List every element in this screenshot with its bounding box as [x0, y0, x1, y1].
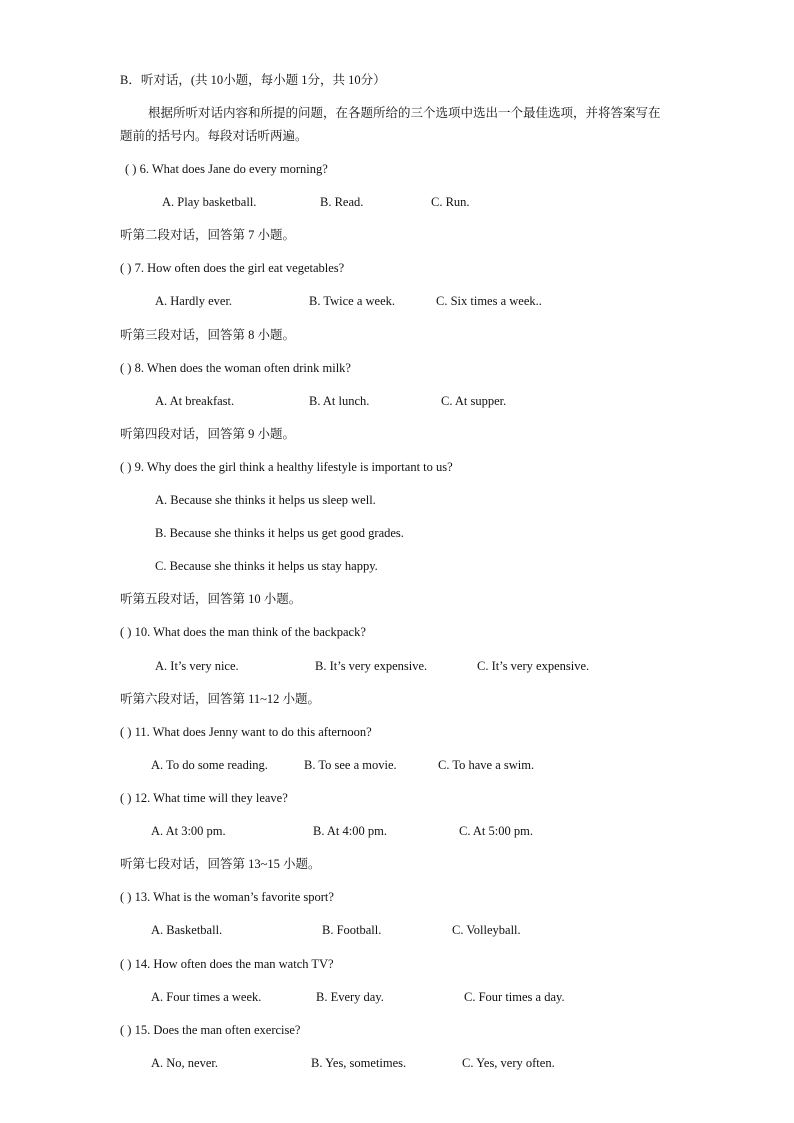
question-14: ( ) 14. How often does the man watch TV?: [120, 957, 334, 971]
question-9-option-a: A. Because she thinks it helps us sleep well.: [155, 493, 376, 507]
question-8: ( ) 8. When does the woman often drink milk?: [120, 361, 351, 375]
question-7-option-a: A. Hardly ever.: [155, 294, 233, 308]
question-9-option-c: C. Because she thinks it helps us stay happy.: [155, 559, 378, 573]
question-6-option-a: A. Play basketball.: [162, 195, 257, 209]
question-9: ( ) 9. Why does the girl think a healthy lifestyle is important to us?: [120, 460, 453, 474]
question-10-option-c: C. It’s very expensive.: [477, 659, 590, 673]
question-11-option-a: A. To do some reading.: [151, 758, 268, 772]
dialogue-intro-5: 听第五段对话，回答第 10 小题。: [120, 592, 302, 606]
dialogue-intro-4: 听第四段对话，回答第 9 小题。: [120, 427, 296, 441]
question-15-option-a: A. No, never.: [151, 1056, 218, 1070]
dialogue-intro-6: 听第六段对话，回答第 11~12 小题。: [120, 692, 321, 706]
question-12: ( ) 12. What time will they leave?: [120, 791, 288, 805]
question-15-option-b: B. Yes, sometimes.: [311, 1056, 407, 1070]
dialogue-intro-3: 听第三段对话，回答第 8 小题。: [120, 328, 296, 342]
question-13-option-c: C. Volleyball.: [452, 923, 521, 937]
question-7-option-c: C. Six times a week..: [436, 294, 542, 308]
question-8-option-b: B. At lunch.: [309, 394, 370, 408]
question-10-option-a: A. It’s very nice.: [155, 659, 239, 673]
question-13-option-b: B. Football.: [322, 923, 382, 937]
instructions-line-1: 根据所听对话内容和所提的问题，在各题所给的三个选项中选出一个最佳选项，并将答案写在: [148, 106, 661, 120]
question-6-option-b: B. Read.: [320, 195, 364, 209]
question-15: ( ) 15. Does the man often exercise?: [120, 1023, 301, 1037]
question-11-option-c: C. To have a swim.: [438, 758, 535, 772]
question-8-option-c: C. At supper.: [441, 394, 507, 408]
question-9-option-b: B. Because she thinks it helps us get good grades.: [155, 526, 404, 540]
question-12-option-a: A. At 3:00 pm.: [151, 824, 226, 838]
question-7: ( ) 7. How often does the girl eat vegetables?: [120, 261, 345, 275]
question-14-option-b: B. Every day.: [316, 990, 384, 1004]
question-7-option-b: B. Twice a week.: [309, 294, 396, 308]
question-14-option-c: C. Four times a day.: [464, 990, 565, 1004]
dialogue-intro-2: 听第二段对话，回答第 7 小题。: [120, 228, 296, 242]
dialogue-intro-7: 听第七段对话，回答第 13~15 小题。: [120, 857, 321, 871]
question-11-option-b: B. To see a movie.: [304, 758, 397, 772]
question-13-option-a: A. Basketball.: [151, 923, 223, 937]
question-8-option-a: A. At breakfast.: [155, 394, 235, 408]
question-6: ( ) 6. What does Jane do every morning?: [125, 162, 328, 176]
question-6-option-c: C. Run.: [431, 195, 470, 209]
question-10: ( ) 10. What does the man think of the backpack?: [120, 625, 366, 639]
question-12-option-c: C. At 5:00 pm.: [459, 824, 533, 838]
question-15-option-c: C. Yes, very often.: [462, 1056, 555, 1070]
question-13: ( ) 13. What is the woman’s favorite sport?: [120, 890, 334, 904]
instructions-line-2: 题前的括号内。每段对话听两遍。: [120, 129, 308, 143]
question-12-option-b: B. At 4:00 pm.: [313, 824, 387, 838]
question-11: ( ) 11. What does Jenny want to do this afternoon?: [120, 725, 372, 739]
section-title: B．听对话，(共 10小题，每小题 1分，共 10分）: [120, 73, 386, 87]
question-14-option-a: A. Four times a week.: [151, 990, 262, 1004]
question-10-option-b: B. It’s very expensive.: [315, 659, 428, 673]
